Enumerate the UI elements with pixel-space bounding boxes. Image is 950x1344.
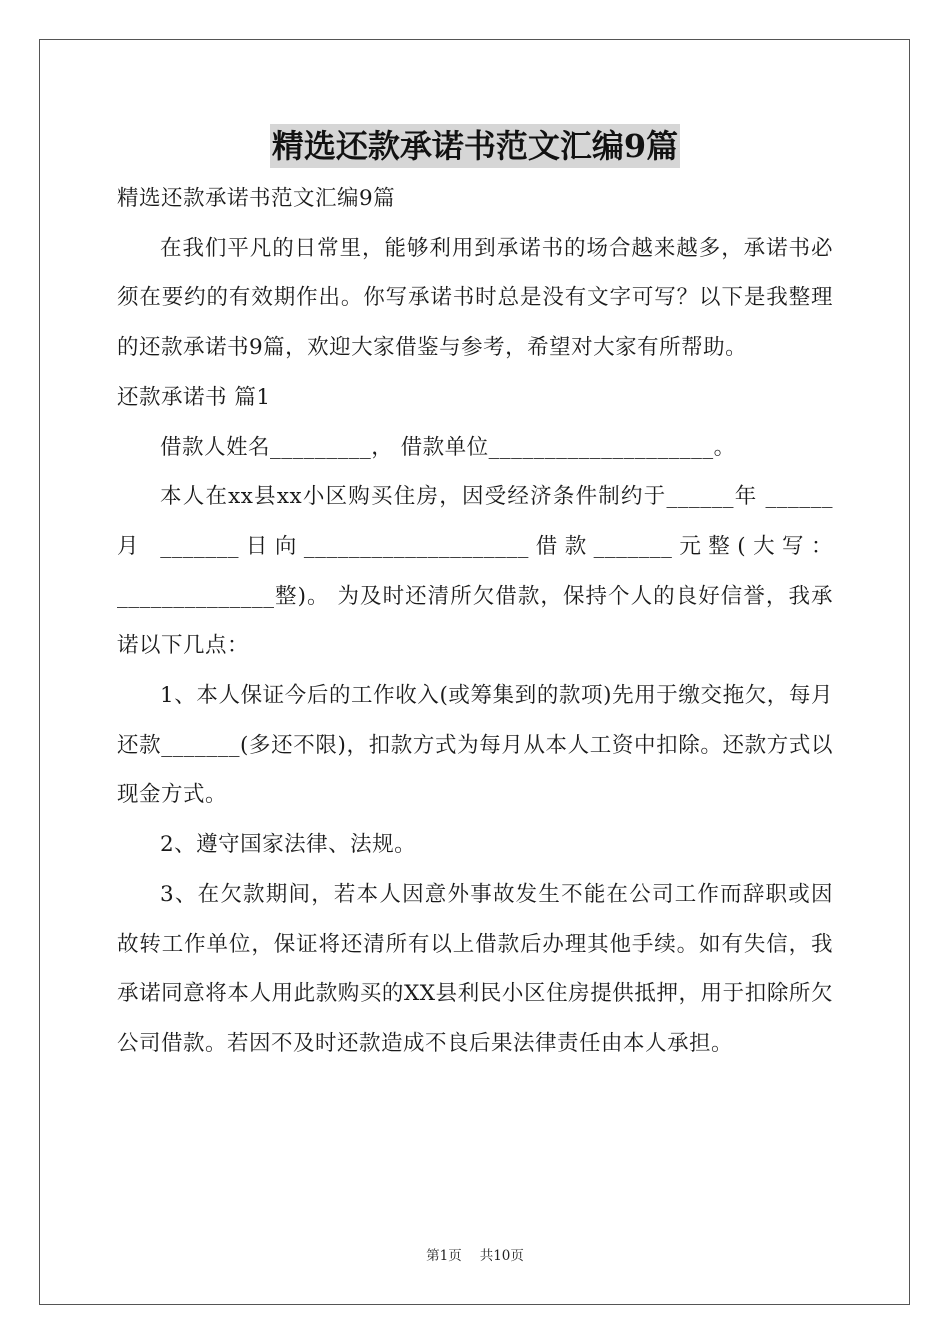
document-subtitle: 精选还款承诺书范文汇编9篇	[117, 186, 396, 211]
loan-statement-paragraph: 本人在xx县xx小区购买住房，因受经济条件制约于______年 ______月 _______日向____________________借款_______元整(大写：______________整)。 为及时还清所欠借款，保持个人的良好信誉，我承诺以下几点：	[117, 484, 833, 659]
page-number: 第1页	[426, 1248, 462, 1264]
page-footer	[0, 1244, 950, 1264]
promise-item-2: 2、遵守国家法律、法规。	[160, 832, 417, 858]
document-body	[117, 174, 833, 1069]
title-container	[0, 124, 950, 168]
intro-paragraph: 在我们平凡的日常里，能够利用到承诺书的场合越来越多，承诺书必须在要约的有效期作出。你写承诺书时总是没有文字可写？以下是我整理的还款承诺书9篇，欢迎大家借鉴与参考，希望对大家有所帮助。	[117, 235, 833, 361]
borrower-info-line: 借款人姓名_________， 借款单位____________________。	[160, 434, 736, 460]
promise-item-1: 1、本人保证今后的工作收入(或筹集到的款项)先用于缴交拖欠，每月还款_______(多还不限)，扣款方式为每月从本人工资中扣除。还款方式以现金方式。	[117, 683, 833, 808]
promise-item-3: 3、在欠款期间，若本人因意外事故发生不能在公司工作而辞职或因故转工作单位，保证将还清所有以上借款后办理其他手续。如有失信，我承诺同意将本人用此款购买的XX县利民小区住房提供抵押，用于扣除所欠公司借款。若因不及时还款造成不良后果法律责任由本人承担。	[117, 881, 833, 1056]
document-title: 精选还款承诺书范文汇编9篇	[270, 124, 680, 168]
page-total: 共10页	[479, 1248, 524, 1264]
section-heading: 还款承诺书 篇1	[117, 384, 271, 410]
